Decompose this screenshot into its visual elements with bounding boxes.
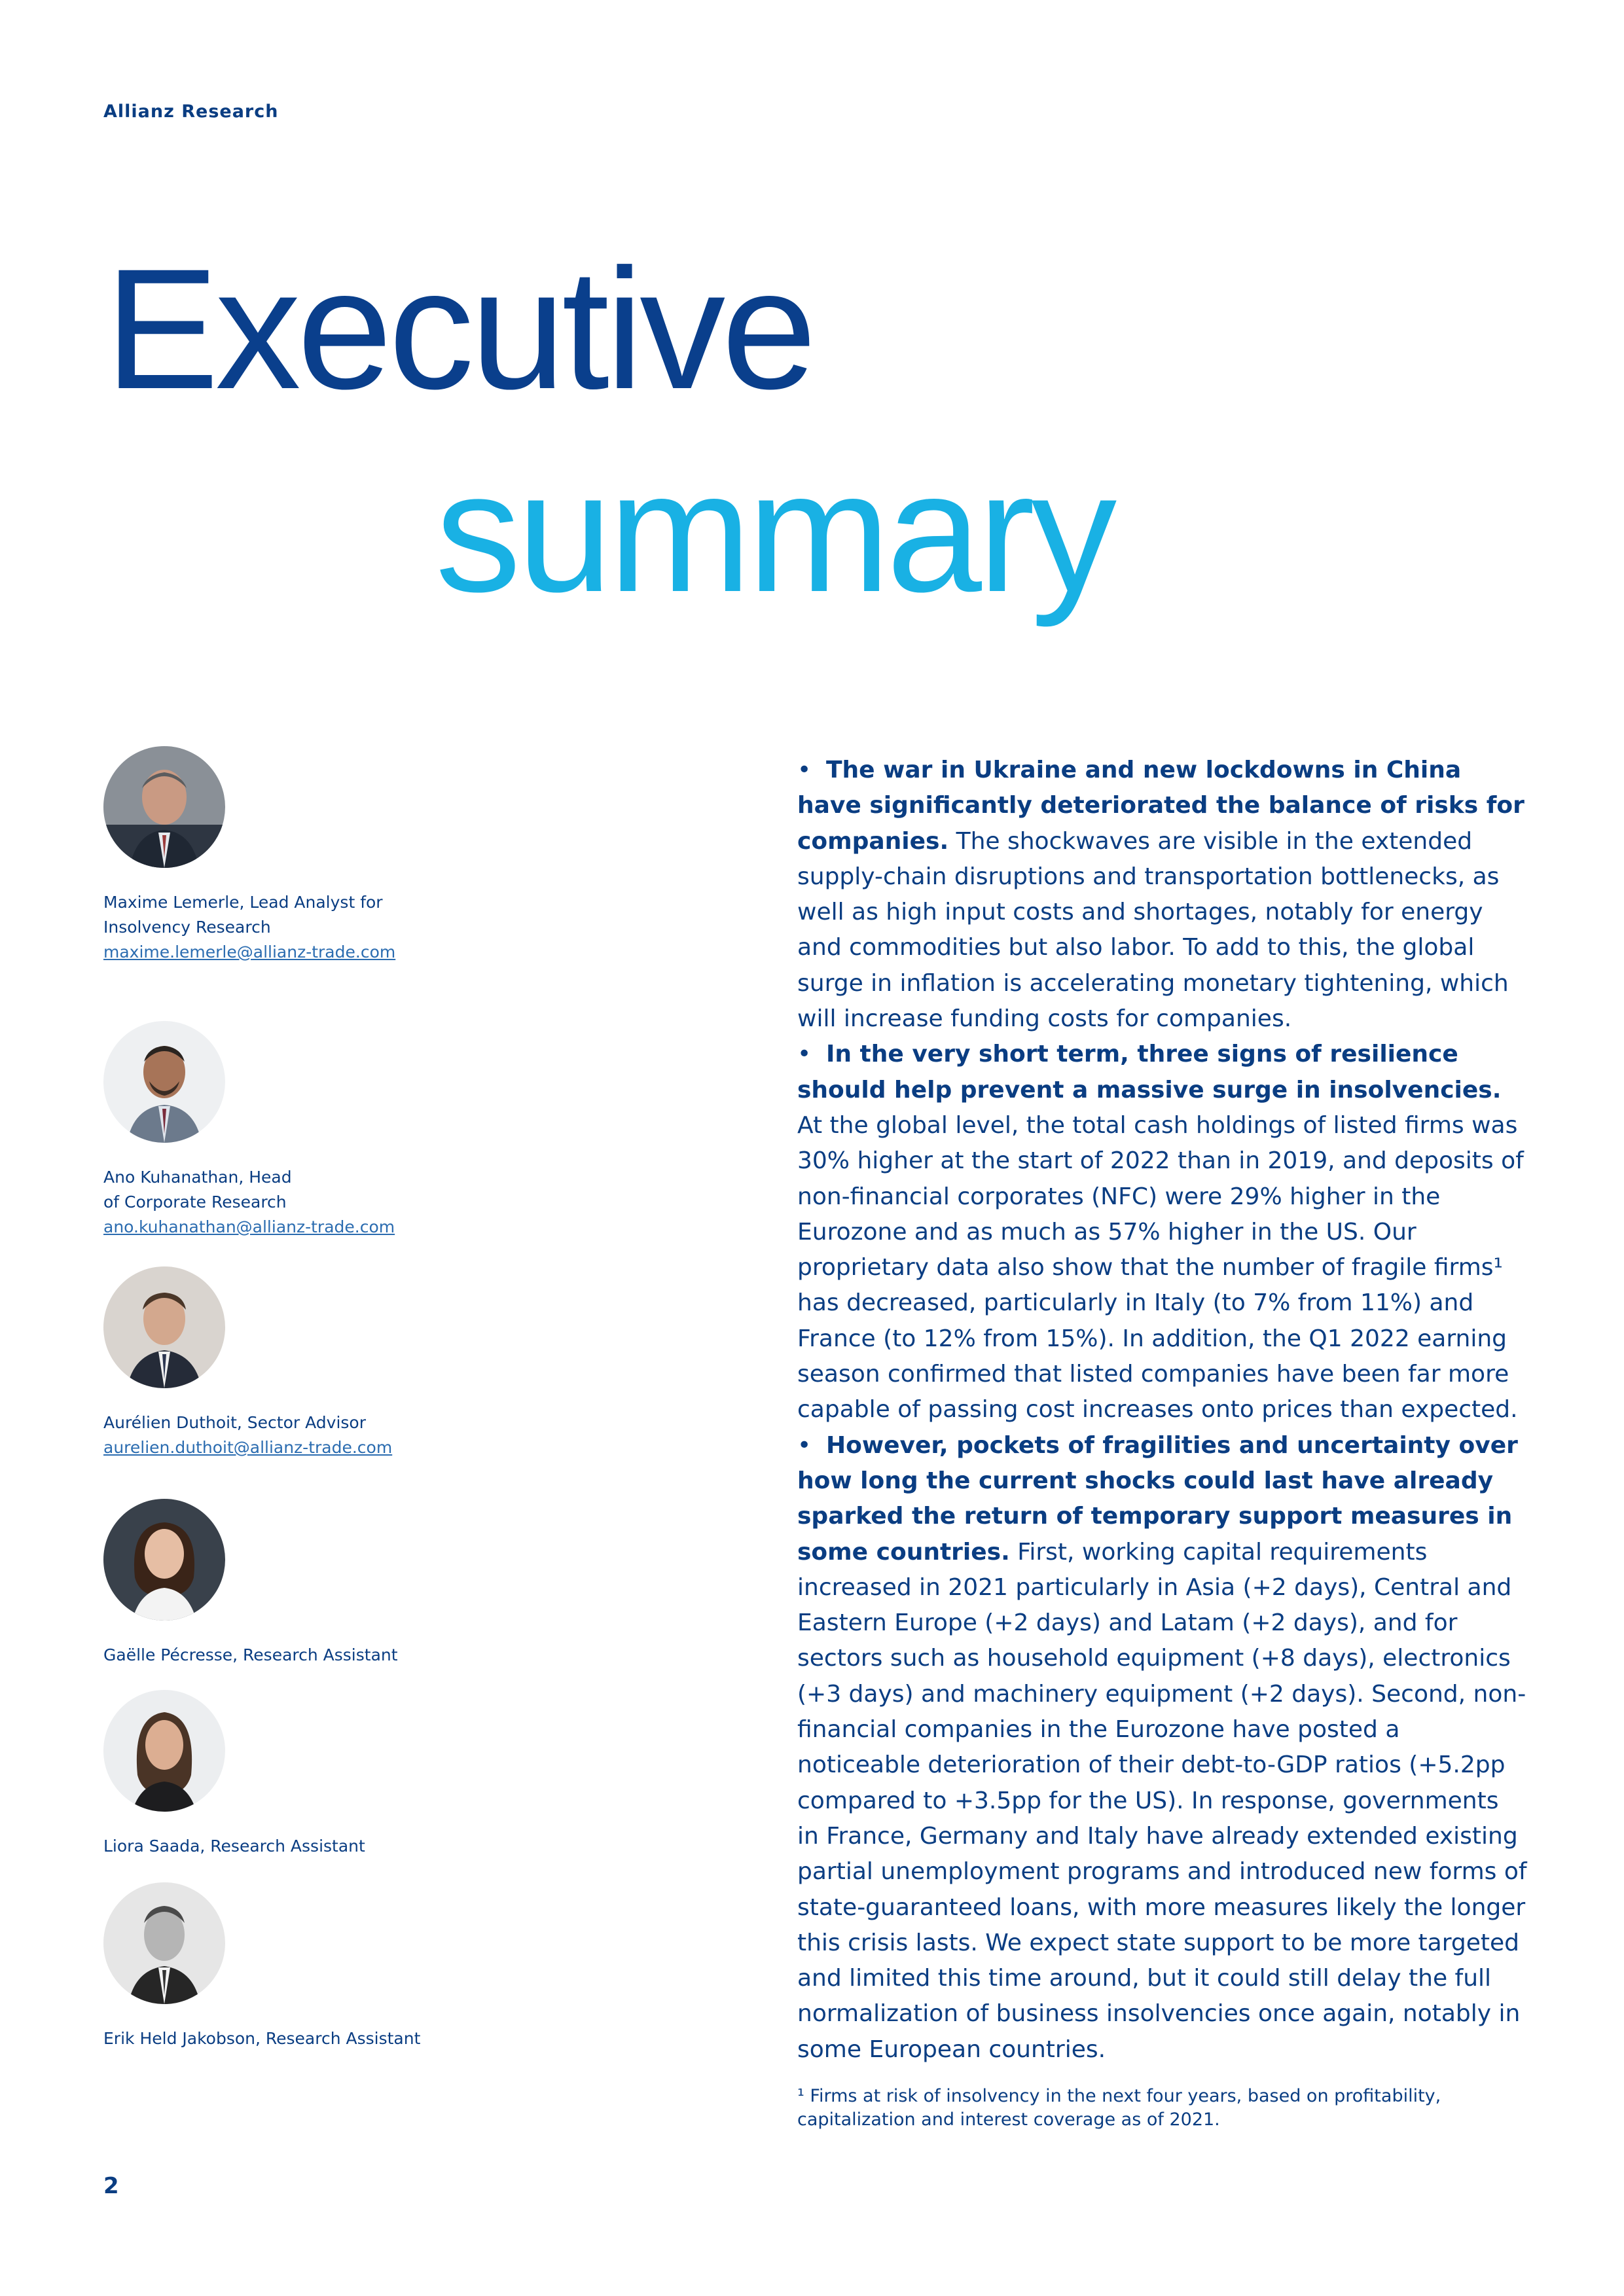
author-card xyxy=(103,1021,470,1240)
bullet-heading: However, pockets of fragilities and uncertainty over how long the current shocks could last have already sparked the return of temporary support measures in some countries. xyxy=(797,1431,1518,1566)
avatar xyxy=(103,1499,225,1621)
author-name-line-1: Gaëlle Pécresse, Research Assistant xyxy=(103,1645,398,1664)
author-email-link[interactable]: maxime.lemerle@allianz-trade.com xyxy=(103,942,396,961)
author-card xyxy=(103,1499,470,1668)
header-label: Allianz Research xyxy=(103,101,279,122)
title-line-2: summary xyxy=(435,436,1113,628)
summary-bullet xyxy=(797,753,1527,1037)
avatar xyxy=(103,1266,225,1388)
bullet-heading: In the very short term, three signs of resilience should help prevent a massive surge in insolvencies. xyxy=(797,1041,1502,1103)
bullet-text: At the global level, the total cash holdings of listed firms was 30% higher at the start of 2022 than in 2019, and deposits of non-financial corporates (NFC) were 29% higher in the Eurozone and as much as 57% higher in the US. Our proprietary data also show that the number of fragile firms¹ has decreased, particularly in Italy (to 7% from 11%) and France (to 12% from 15%). In addition, the Q1 2022 earning season confirmed that listed companies have been far more capable of passing cost increases onto prices than expected. xyxy=(797,1111,1524,1424)
title-line-1: Executive xyxy=(105,233,813,425)
bullet-heading: The war in Ukraine and new lockdowns in China have significantly deteriorated the balance of risks for companies. xyxy=(797,757,1525,855)
author-card xyxy=(103,746,470,965)
avatar xyxy=(103,1882,225,2004)
author-name-line-2: Insolvency Research xyxy=(103,918,271,937)
author-name-line-1: Erik Held Jakobson, Research Assistant xyxy=(103,2029,421,2048)
author-name-line-2: of Corporate Research xyxy=(103,1193,287,1211)
summary-body xyxy=(797,753,1527,2068)
footnote: ¹ Firms at risk of insolvency in the next four years, based on profitability, capitalization and interest coverage as of 2021. xyxy=(797,2086,1441,2130)
author-name-line-1: Maxime Lemerle, Lead Analyst for xyxy=(103,893,383,912)
author-card xyxy=(103,1882,470,2051)
summary-bullet xyxy=(797,1037,1527,1427)
page-number: 2 xyxy=(103,2173,119,2199)
avatar xyxy=(103,1690,225,1812)
author-email-link[interactable]: ano.kuhanathan@allianz-trade.com xyxy=(103,1217,395,1236)
bullet-dot-icon: • xyxy=(797,757,812,783)
summary-bullet xyxy=(797,1428,1527,2068)
author-card xyxy=(103,1690,470,1859)
bullet-dot-icon: • xyxy=(797,1431,812,1459)
author-card xyxy=(103,1266,470,1460)
bullet-text: The shockwaves are visible in the extended supply-chain disruptions and transportation bottlenecks, as well as high input costs and shortages, notably for energy and commodities but also labor. To add to this, the global surge in inflation is accelerating monetary tightening, which will increase funding costs for companies. xyxy=(797,827,1509,1033)
author-name-line-1: Liora Saada, Research Assistant xyxy=(103,1837,365,1856)
bullet-text: First, working capital requirements increased in 2021 particularly in Asia (+2 days), Central and Eastern Europe (+2 days) and Latam (+2 days), and for sectors such as household equipment (+8 days), electronics (+3 days) and machinery equipment (+2 days). Second, non-financial companies in the Eurozone have posted a noticeable deterioration of their debt-to-GDP ratios (+5.2pp compared to +3.5pp for the US). In response, governments in France, Germany and Italy have already extended existing partial unemployment programs and introduced new forms of state-guaranteed loans, with more measures likely the longer this crisis lasts. We expect state support to be more targeted and limited this time around, but it could still delay the full normalization of business insolvencies once again, notably in some European countries. xyxy=(797,1538,1527,2063)
avatar xyxy=(103,1021,225,1143)
bullet-dot-icon: • xyxy=(797,1041,812,1068)
author-email-link[interactable]: aurelien.duthoit@allianz-trade.com xyxy=(103,1438,393,1457)
author-name-line-1: Aurélien Duthoit, Sector Advisor xyxy=(103,1413,366,1432)
author-name-line-1: Ano Kuhanathan, Head xyxy=(103,1168,292,1187)
avatar xyxy=(103,746,225,868)
